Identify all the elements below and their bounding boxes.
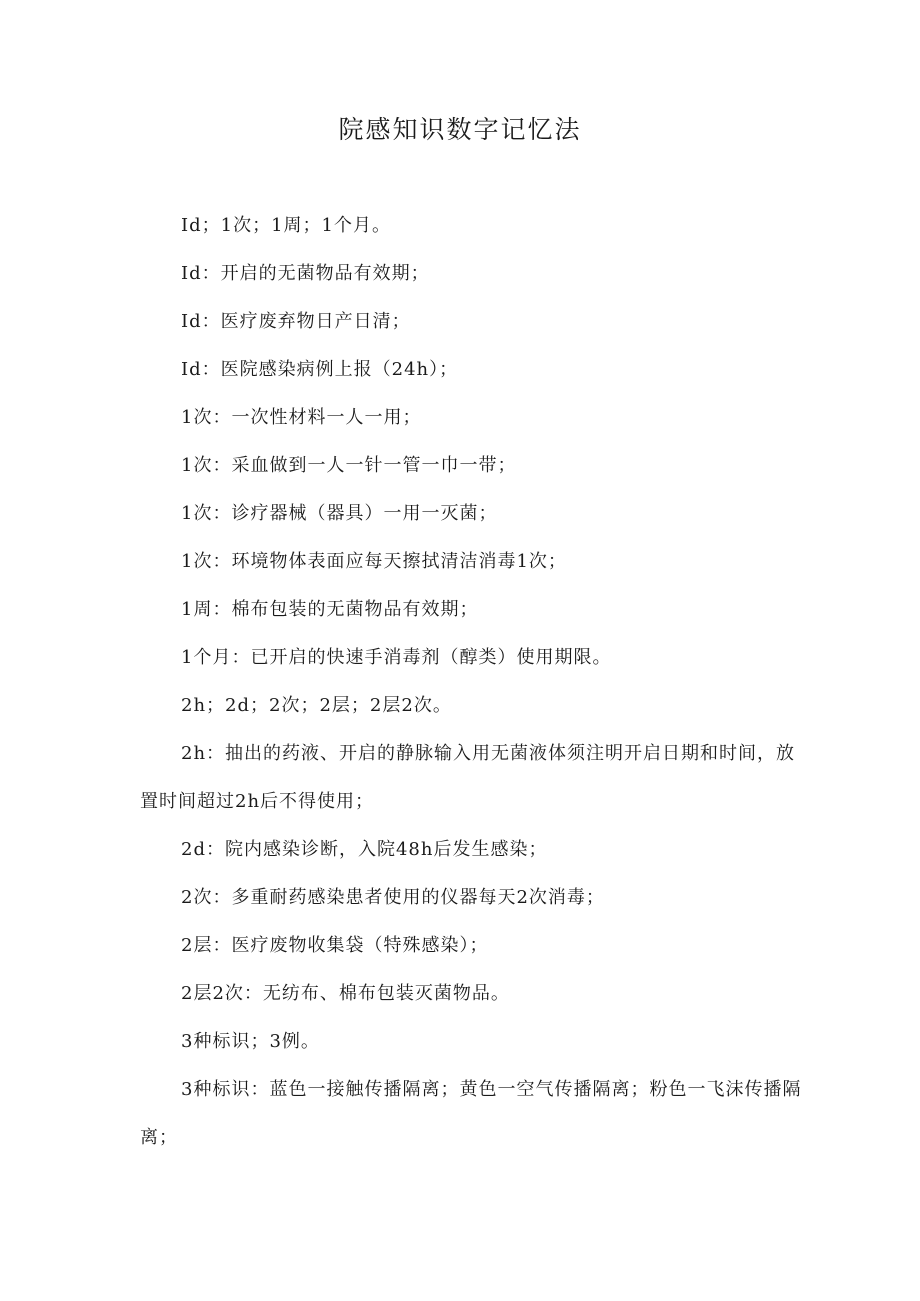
paragraph-4: Id：医院感染病例上报（24h）； (181, 359, 459, 380)
paragraph-14: 2次：多重耐药感染患者使用的仪器每天2次消毒； (181, 887, 605, 908)
paragraph-12: 2h：抽出的药液、开启的静脉输入用无菌液体须注明开启日期和时间，放置时间超过2h后不得使用； (140, 743, 796, 812)
paragraph-7: 1次：诊疗器械（器具）一用一灭菌； (181, 503, 498, 524)
paragraph-18: 3种标识：蓝色一接触传播隔离；黄色一空气传播隔离；粉色一飞沫传播隔离； (140, 1079, 802, 1148)
paragraph-15: 2层：医疗废物收集袋（特殊感染）； (181, 935, 489, 956)
document-body (140, 202, 802, 1162)
paragraph-2: Id：开启的无菌物品有效期； (181, 263, 430, 284)
paragraph-1: Id；1次；1周；1个月。 (181, 215, 391, 236)
document-title: 院感知识数字记忆法 (338, 115, 582, 144)
paragraph-8: 1次：环境物体表面应每天擦拭清洁消毒1次； (181, 551, 567, 572)
paragraph-5: 1次：一次性材料一人一用； (181, 407, 422, 428)
paragraph-17: 3种标识；3例。 (181, 1031, 320, 1052)
paragraph-9: 1周：棉布包装的无菌物品有效期； (181, 599, 479, 620)
paragraph-16: 2层2次：无纺布、棉布包装灭菌物品。 (181, 983, 510, 1004)
paragraph-13: 2d：院内感染诊断，入院48h后发生感染； (181, 839, 548, 860)
paragraph-10: 1个月：已开启的快速手消毒剂（醇类）使用期限。 (181, 647, 612, 668)
paragraph-6: 1次：采血做到一人一针一管一巾一带； (181, 455, 517, 476)
paragraph-3: Id：医疗废弃物日产日清； (181, 311, 411, 332)
paragraph-11: 2h；2d；2次；2层；2层2次。 (181, 695, 452, 716)
